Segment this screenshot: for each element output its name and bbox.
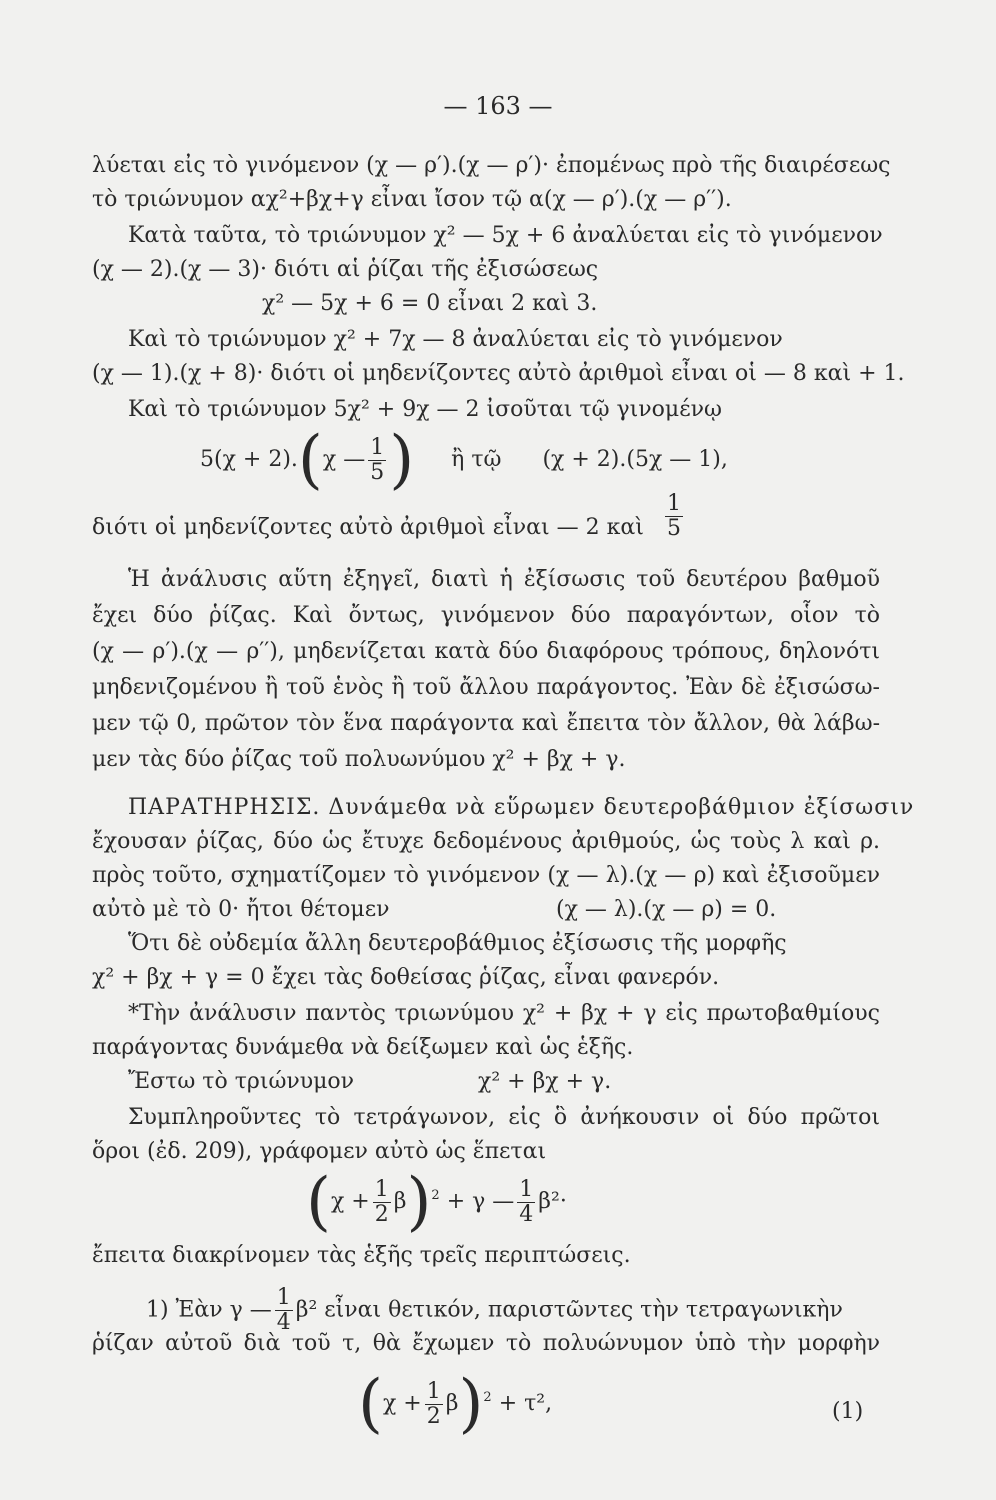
text-line: (χ — 1).(χ + 8)· διότι οἱ μηδενίζοντες αὐτὸ ἀριθμοὶ εἶναι οἱ — 8 καὶ + 1.: [92, 361, 905, 386]
numerator: 1: [519, 1176, 534, 1202]
left-paren: (: [297, 423, 323, 497]
text-line: μεν τὰς δύο ῥίζας τοῦ πολυωνύμου χ² + βχ + γ.: [92, 747, 626, 772]
right-paren: ): [406, 1165, 432, 1239]
equation-right: (χ + 2).(5χ — 1),: [542, 447, 728, 472]
equation-rest: + γ —: [446, 1189, 515, 1214]
remark-heading-line: ΠΑΡΑΤΗΡΗΣΙΣ. Δυνάμεθα νὰ εὕρωμεν δευτεροβάθμιον ἐξίσωσιν: [128, 795, 915, 820]
text-line: Ἔστω τὸ τριώνυμον: [128, 1069, 355, 1094]
numerator: 1: [374, 1176, 389, 1202]
equation-line: (χ — λ).(χ — ρ) = 0.: [556, 897, 777, 922]
equation-positive-form: [358, 1367, 553, 1441]
equation-beta-squared: β²·: [538, 1189, 567, 1214]
case-one-line: [146, 1286, 843, 1335]
equation-x: χ +: [330, 1189, 370, 1214]
text-line: διότι οἱ μηδενίζοντες αὐτὸ ἀριθμοὶ εἶναι — 2 καὶ: [92, 515, 644, 540]
text-line: ῥίζαν αὐτοῦ διὰ τοῦ τ, θὰ ἔχωμεν τὸ πολυώνυμον ὑπὸ τὴν μορφὴν: [92, 1331, 880, 1356]
numerator: 1: [276, 1285, 291, 1310]
text-line: χ² + βχ + γ = 0 ἔχει τὰς δοθείσας ῥίζας, εἶναι φανερόν.: [92, 965, 720, 990]
fraction: [425, 1380, 443, 1429]
fraction: [373, 1178, 391, 1227]
text-line: αὐτὸ μὲ τὸ 0· ἤτοι θέτομεν: [92, 897, 390, 922]
equation-line: χ² + βχ + γ.: [478, 1069, 612, 1094]
text-line: Ἡ ἀνάλυσις αὕτη ἐξηγεῖ, διατὶ ἡ ἐξίσωσις τοῦ δευτέρου βαθμοῦ: [128, 567, 880, 592]
text-line: μεν τῷ 0, πρῶτον τὸν ἕνα παράγοντα καὶ ἔπειτα τὸν ἄλλον, θὰ λάβω-: [92, 711, 880, 736]
denominator: 4: [276, 1310, 291, 1335]
numerator: 1: [667, 491, 681, 516]
text-line: Καὶ τὸ τριώνυμον 5χ² + 9χ — 2 ἰσοῦται τῷ γινομένῳ: [128, 397, 722, 422]
text-line: ἔπειτα διακρίνομεν τὰς ἑξῆς τρεῖς περιπτώσεις.: [92, 1243, 631, 1268]
left-paren: (: [358, 1367, 383, 1441]
text-line: ὅροι (ἐδ. 209), γράφομεν αὐτὸ ὡς ἕπεται: [92, 1139, 547, 1164]
text-line: τὸ τριώνυμον αχ²+βχ+γ εἶναι ἴσον τῷ α(χ — ρ′).(χ — ρ′′).: [92, 187, 732, 212]
text-line: παράγοντας δυνάμεθα νὰ δείξωμεν καὶ ὡς ἑξῆς.: [92, 1035, 634, 1060]
fraction: [517, 1178, 535, 1227]
text-line: (χ — 2).(χ — 3)· διότι αἱ ῥίζαι τῆς ἐξισώσεως: [92, 257, 599, 282]
text-line: Συμπληροῦντες τὸ τετράγωνον, εἰς ὃ ἀνήκουσιν οἱ δύο πρῶτοι: [128, 1105, 880, 1130]
denominator: 2: [426, 1403, 441, 1429]
exponent: 2: [431, 1188, 440, 1203]
equation-rest: + τ²,: [498, 1391, 553, 1416]
equation-beta: β: [445, 1391, 459, 1416]
left-paren: (: [306, 1165, 331, 1239]
equation-beta: β: [393, 1189, 407, 1214]
page-number: — 163 —: [443, 92, 553, 120]
numerator: 1: [426, 1378, 441, 1404]
text-line: Καὶ τὸ τριώνυμον χ² + 7χ — 8 ἀναλύεται εἰς τὸ γινόμενον: [128, 327, 783, 352]
equation-completed-square: [306, 1165, 567, 1239]
text-line: πρὸς τοῦτο, σχηματίζομεν τὸ γινόμενον (χ — λ).(χ — ρ) καὶ ἐξισοῦμεν: [92, 863, 880, 888]
denominator: 5: [370, 459, 385, 485]
denominator: 4: [519, 1201, 534, 1227]
fraction: [368, 436, 386, 485]
fraction: [275, 1286, 293, 1335]
denominator: 5: [667, 516, 681, 541]
equation-mid: ἢ τῷ: [451, 447, 502, 472]
numerator: 1: [370, 434, 385, 460]
case-suffix: β² εἶναι θετικόν, παριστῶντες τὴν τετραγωνικὴν: [295, 1297, 843, 1323]
equation-label: (1): [832, 1399, 864, 1424]
fraction-fifth: [665, 492, 683, 541]
equation-x: χ +: [382, 1391, 422, 1416]
denominator: 2: [374, 1201, 389, 1227]
equation-x: χ —: [322, 447, 366, 472]
right-paren: ): [458, 1367, 484, 1441]
text-line: λύεται εἰς τὸ γινόμενον (χ — ρ′).(χ — ρ′)· ἐπομένως πρὸ τῆς διαιρέσεως: [92, 153, 891, 178]
text-line: Κατὰ ταῦτα, τὸ τριώνυμον χ² — 5χ + 6 ἀναλύεται εἰς τὸ γινόμενον: [128, 223, 883, 248]
text-line: μηδενιζομένου ἢ τοῦ ἑνὸς ἢ τοῦ ἄλλου παράγοντος. Ἐὰν δὲ ἐξισώσω-: [92, 675, 880, 700]
right-paren: ): [389, 423, 415, 497]
text-line: *Τὴν ἀνάλυσιν παντὸς τριωνύμου χ² + βχ + γ εἰς πρωτοβαθμίους: [128, 1001, 880, 1026]
text-line: (χ — ρ′).(χ — ρ′′), μηδενίζεται κατὰ δύο διαφόρους τρόπους, δηλονότι: [92, 639, 880, 664]
equation-left: 5(χ + 2).: [200, 447, 298, 472]
equation-product: [200, 423, 728, 497]
text-line: ἔχει δύο ῥίζας. Καὶ ὄντως, γινόμενον δύο παραγόντων, οἷον τὸ: [92, 603, 880, 628]
text-line: Ὅτι δὲ οὐδεμία ἄλλη δευτεροβάθμιος ἐξίσωσις τῆς μορφῆς: [128, 931, 787, 956]
equation-line: χ² — 5χ + 6 = 0 εἶναι 2 καὶ 3.: [262, 291, 598, 316]
exponent: 2: [483, 1390, 492, 1405]
case-prefix: 1) Ἐὰν γ —: [146, 1297, 272, 1323]
text-line: ἔχουσαν ῥίζας, δύο ὡς ἔτυχε δεδομένους ἀριθμούς, ὡς τοὺς λ καὶ ρ.: [92, 829, 880, 854]
